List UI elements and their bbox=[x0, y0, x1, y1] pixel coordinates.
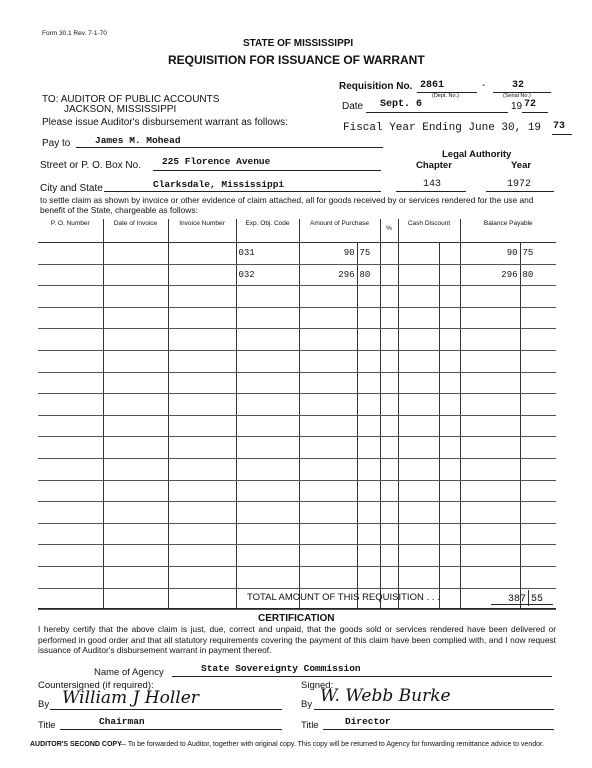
chapter-label: Chapter bbox=[416, 160, 452, 171]
cell-discount-cents bbox=[439, 372, 460, 394]
cell-amount bbox=[299, 502, 357, 524]
cell-amount-cents bbox=[357, 545, 380, 567]
cell-invoice-number bbox=[168, 243, 236, 265]
cell-discount-cents bbox=[439, 588, 460, 610]
dash: - bbox=[482, 80, 486, 91]
table-row bbox=[38, 286, 556, 308]
cell-discount-cents bbox=[439, 307, 460, 329]
cell-balance-cents bbox=[520, 502, 556, 524]
signed-label: Signed: bbox=[301, 680, 334, 691]
right-signature: W. Webb Burke bbox=[320, 686, 451, 706]
cell-amount: 296 bbox=[299, 264, 357, 286]
cell-balance bbox=[460, 523, 520, 545]
cell-invoice-date bbox=[103, 350, 168, 372]
year-value: 1972 bbox=[507, 179, 532, 190]
cell-invoice-date bbox=[103, 329, 168, 351]
cell-invoice-date bbox=[103, 437, 168, 459]
cell-amount bbox=[299, 566, 357, 588]
table-row bbox=[38, 372, 556, 394]
cell-amount bbox=[299, 394, 357, 416]
cell-invoice-date bbox=[103, 458, 168, 480]
instruction: Please issue Auditor's disbursement warrant as follows: bbox=[42, 117, 288, 128]
cell-exp-obj-code bbox=[236, 480, 299, 502]
cell-exp-obj-code bbox=[236, 394, 299, 416]
cell-discount-cents bbox=[439, 264, 460, 286]
street-label: Street or P. O. Box No. bbox=[40, 160, 141, 171]
cell-amount bbox=[299, 307, 357, 329]
cell-percent bbox=[380, 394, 398, 416]
cell-balance-cents bbox=[520, 415, 556, 437]
cell-balance-cents bbox=[520, 437, 556, 459]
cell-invoice-date bbox=[103, 502, 168, 524]
cell-po-number bbox=[38, 243, 103, 265]
cell-invoice-number bbox=[168, 329, 236, 351]
cell-invoice-date bbox=[103, 264, 168, 286]
cell-cash-discount bbox=[398, 523, 439, 545]
cell-balance bbox=[460, 286, 520, 308]
cell-discount-cents bbox=[439, 458, 460, 480]
cell-invoice-number bbox=[168, 437, 236, 459]
cell-discount-cents bbox=[439, 329, 460, 351]
fiscal-year-label: Fiscal Year Ending June 30, 19 bbox=[343, 122, 542, 134]
cell-balance-cents bbox=[520, 480, 556, 502]
header-po-number: P. O. Number bbox=[38, 219, 103, 243]
total-amount: 387 bbox=[508, 594, 527, 605]
cell-po-number bbox=[38, 372, 103, 394]
cell-percent bbox=[380, 480, 398, 502]
cell-discount-cents bbox=[439, 480, 460, 502]
city-value: Clarksdale, Mississippi bbox=[153, 179, 285, 190]
cell-discount-cents bbox=[439, 350, 460, 372]
cell-discount-cents bbox=[439, 243, 460, 265]
total-cents: 55 bbox=[531, 594, 544, 605]
date-label: Date bbox=[342, 101, 364, 112]
cell-invoice-number bbox=[168, 458, 236, 480]
cell-balance-cents bbox=[520, 372, 556, 394]
cell-percent bbox=[380, 329, 398, 351]
header-balance-payable: Balance Payable bbox=[460, 219, 556, 243]
chapter-value: 143 bbox=[423, 179, 442, 190]
cell-amount bbox=[299, 437, 357, 459]
cell-amount: 90 bbox=[299, 243, 357, 265]
cell-percent bbox=[380, 502, 398, 524]
cell-invoice-number bbox=[168, 372, 236, 394]
cell-invoice-number bbox=[168, 588, 236, 610]
cell-amount-cents bbox=[357, 502, 380, 524]
cell-cash-discount bbox=[398, 307, 439, 329]
cell-amount-cents bbox=[357, 458, 380, 480]
right-title-value: Director bbox=[345, 716, 391, 727]
date-year: 72 bbox=[524, 99, 537, 110]
cell-amount bbox=[299, 545, 357, 567]
cell-exp-obj-code bbox=[236, 329, 299, 351]
header-amount-of-purchase: Amount of Purchase bbox=[299, 219, 380, 243]
cell-cash-discount bbox=[398, 415, 439, 437]
cell-cash-discount bbox=[398, 372, 439, 394]
table-row bbox=[38, 264, 556, 286]
cell-discount-cents bbox=[439, 437, 460, 459]
to-line-1: TO: AUDITOR OF PUBLIC ACCOUNTS bbox=[42, 94, 220, 105]
settle-text: to settle claim as shown by invoice or other evidence of claim attached, all for goods received by or services rendered for the use and benefit of the State, chargeable as follows: bbox=[40, 195, 534, 215]
cell-amount bbox=[299, 415, 357, 437]
table-row bbox=[38, 329, 556, 351]
requisition-label: Requisition No. bbox=[339, 81, 413, 92]
state-heading: STATE OF MISSISSIPPI bbox=[243, 38, 354, 49]
cell-invoice-date bbox=[103, 480, 168, 502]
cell-cash-discount bbox=[398, 480, 439, 502]
cell-invoice-date bbox=[103, 566, 168, 588]
cell-po-number bbox=[38, 545, 103, 567]
cell-balance bbox=[460, 307, 520, 329]
cell-cash-discount bbox=[398, 437, 439, 459]
dept-number: 2861 bbox=[420, 80, 445, 91]
cell-amount-cents: 75 bbox=[357, 243, 380, 265]
cell-amount-cents bbox=[357, 437, 380, 459]
cell-discount-cents bbox=[439, 502, 460, 524]
cell-invoice-number bbox=[168, 264, 236, 286]
countersigned-label: Countersigned (if required): bbox=[38, 680, 154, 691]
cell-balance: 296 bbox=[460, 264, 520, 286]
cell-balance bbox=[460, 350, 520, 372]
cell-balance bbox=[460, 480, 520, 502]
cell-balance-cents bbox=[520, 458, 556, 480]
cell-invoice-number bbox=[168, 286, 236, 308]
left-title-label: Title bbox=[38, 720, 56, 731]
cell-exp-obj-code bbox=[236, 523, 299, 545]
cell-exp-obj-code bbox=[236, 545, 299, 567]
cell-po-number bbox=[38, 264, 103, 286]
table-row bbox=[38, 545, 556, 567]
cell-amount bbox=[299, 480, 357, 502]
cell-po-number bbox=[38, 523, 103, 545]
city-label: City and State bbox=[40, 183, 103, 194]
cell-exp-obj-code bbox=[236, 307, 299, 329]
header-percent: % bbox=[380, 219, 398, 243]
table-row bbox=[38, 394, 556, 416]
cell-exp-obj-code bbox=[236, 458, 299, 480]
cell-invoice-number bbox=[168, 480, 236, 502]
cell-cash-discount bbox=[398, 329, 439, 351]
cell-po-number bbox=[38, 286, 103, 308]
cell-percent bbox=[380, 307, 398, 329]
cell-exp-obj-code bbox=[236, 372, 299, 394]
cell-balance-cents bbox=[520, 307, 556, 329]
cell-exp-obj-code bbox=[236, 502, 299, 524]
cell-balance bbox=[460, 394, 520, 416]
cell-amount-cents bbox=[357, 394, 380, 416]
cell-amount-cents bbox=[357, 566, 380, 588]
cell-amount bbox=[299, 523, 357, 545]
table-row bbox=[38, 458, 556, 480]
cell-exp-obj-code: 032 bbox=[236, 264, 299, 286]
to-line-2: JACKSON, MISSISSIPPI bbox=[64, 104, 177, 115]
cell-invoice-date bbox=[103, 286, 168, 308]
cell-amount bbox=[299, 350, 357, 372]
cell-percent bbox=[380, 243, 398, 265]
cell-po-number bbox=[38, 415, 103, 437]
cell-po-number bbox=[38, 566, 103, 588]
cell-po-number bbox=[38, 588, 103, 610]
cell-invoice-date bbox=[103, 243, 168, 265]
cell-cash-discount bbox=[398, 545, 439, 567]
cell-cash-discount bbox=[398, 394, 439, 416]
cell-percent bbox=[380, 372, 398, 394]
header-date-of-invoice: Date of Invoice bbox=[103, 219, 168, 243]
certification-heading: CERTIFICATION bbox=[258, 613, 335, 624]
left-by-label: By bbox=[38, 699, 50, 710]
cell-percent bbox=[380, 545, 398, 567]
cell-percent bbox=[380, 566, 398, 588]
serial-number-caption: (Serial No.) bbox=[503, 93, 531, 99]
cell-percent bbox=[380, 264, 398, 286]
cell-cash-discount bbox=[398, 286, 439, 308]
cell-balance: 90 bbox=[460, 243, 520, 265]
cell-discount-cents bbox=[439, 566, 460, 588]
cell-amount-cents: 80 bbox=[357, 264, 380, 286]
cell-po-number bbox=[38, 307, 103, 329]
cell-amount-cents bbox=[357, 415, 380, 437]
cell-balance bbox=[460, 329, 520, 351]
cell-exp-obj-code bbox=[236, 350, 299, 372]
footer-copy-label: AUDITOR'S SECOND COPY bbox=[30, 741, 122, 748]
cell-balance-cents bbox=[520, 329, 556, 351]
cell-po-number bbox=[38, 437, 103, 459]
cell-exp-obj-code bbox=[236, 286, 299, 308]
cell-balance-cents bbox=[520, 286, 556, 308]
cell-balance-cents bbox=[520, 545, 556, 567]
claims-table bbox=[38, 219, 556, 610]
cell-cash-discount bbox=[398, 243, 439, 265]
cell-po-number bbox=[38, 329, 103, 351]
cell-amount bbox=[299, 286, 357, 308]
date-value: Sept. 6 bbox=[380, 99, 423, 110]
agency-label: Name of Agency bbox=[94, 667, 164, 678]
cell-percent bbox=[380, 350, 398, 372]
cell-percent bbox=[380, 415, 398, 437]
cell-discount-cents bbox=[439, 523, 460, 545]
cell-invoice-date bbox=[103, 545, 168, 567]
footer-text: — To be forwarded to Auditor, together with original copy. This copy will be returned to Agency for forwarding remittance advice to vendor. bbox=[119, 741, 544, 748]
cell-cash-discount bbox=[398, 350, 439, 372]
certification-text: I hereby certify that the above claim is just, due, correct and unpaid, that the goods sold or services rendered have been delivered or performed in good order and that all statutory requirements covering the payment of this claim have been complied with, and I now request issuance of Auditor's disbursement warrant in payment thereof. bbox=[38, 624, 556, 655]
cell-invoice-number bbox=[168, 502, 236, 524]
cell-po-number bbox=[38, 458, 103, 480]
cell-balance bbox=[460, 458, 520, 480]
form-title: REQUISITION FOR ISSUANCE OF WARRANT bbox=[168, 53, 425, 67]
form-number: Form 30.1 Rev. 7-1-70 bbox=[42, 30, 107, 37]
year-label: Year bbox=[511, 160, 532, 171]
cell-invoice-number bbox=[168, 566, 236, 588]
table-row bbox=[38, 307, 556, 329]
cell-cash-discount bbox=[398, 566, 439, 588]
cell-po-number bbox=[38, 502, 103, 524]
cell-invoice-date bbox=[103, 415, 168, 437]
cell-amount-cents bbox=[357, 329, 380, 351]
legal-authority-heading: Legal Authority bbox=[442, 149, 512, 160]
table-row bbox=[38, 480, 556, 502]
cell-amount-cents bbox=[357, 480, 380, 502]
table-row bbox=[38, 502, 556, 524]
table-row bbox=[38, 350, 556, 372]
serial-number: 32 bbox=[512, 80, 525, 91]
cell-balance-cents bbox=[520, 394, 556, 416]
table-row bbox=[38, 243, 556, 265]
pay-to-value: James M. Mohead bbox=[95, 135, 181, 146]
cell-po-number bbox=[38, 480, 103, 502]
cell-percent bbox=[380, 437, 398, 459]
cell-exp-obj-code bbox=[236, 437, 299, 459]
cell-invoice-date bbox=[103, 523, 168, 545]
header-exp-obj-code: Exp. Obj. Code bbox=[236, 219, 299, 243]
dept-number-caption: (Dept. No.) bbox=[432, 93, 459, 99]
cell-percent bbox=[380, 523, 398, 545]
cell-po-number bbox=[38, 350, 103, 372]
table-row bbox=[38, 566, 556, 588]
table-row bbox=[38, 415, 556, 437]
cell-invoice-number bbox=[168, 545, 236, 567]
cell-balance-cents bbox=[520, 566, 556, 588]
cell-discount-cents bbox=[439, 286, 460, 308]
street-value: 225 Florence Avenue bbox=[162, 156, 271, 167]
cell-amount-cents bbox=[357, 372, 380, 394]
cell-balance bbox=[460, 437, 520, 459]
right-title-label: Title bbox=[301, 720, 319, 731]
agency-value: State Sovereignty Commission bbox=[201, 663, 361, 674]
cell-invoice-number bbox=[168, 307, 236, 329]
cell-percent bbox=[380, 458, 398, 480]
cell-balance bbox=[460, 566, 520, 588]
cell-invoice-number bbox=[168, 394, 236, 416]
cell-cash-discount bbox=[398, 458, 439, 480]
cell-percent bbox=[380, 286, 398, 308]
cell-amount-cents bbox=[357, 350, 380, 372]
cell-amount bbox=[299, 372, 357, 394]
right-by-label: By bbox=[301, 699, 313, 710]
cell-invoice-date bbox=[103, 394, 168, 416]
header-cash-discount: Cash Discount bbox=[398, 219, 460, 243]
cell-amount-cents bbox=[357, 307, 380, 329]
cell-balance bbox=[460, 415, 520, 437]
cell-amount bbox=[299, 329, 357, 351]
cell-exp-obj-code bbox=[236, 415, 299, 437]
cell-balance-cents: 80 bbox=[520, 264, 556, 286]
fiscal-year-value: 73 bbox=[553, 121, 566, 132]
cell-balance-cents bbox=[520, 523, 556, 545]
cell-discount-cents bbox=[439, 415, 460, 437]
cell-discount-cents bbox=[439, 545, 460, 567]
cell-balance bbox=[460, 502, 520, 524]
left-signature: William J Holler bbox=[62, 688, 199, 708]
cell-amount bbox=[299, 458, 357, 480]
table-row bbox=[38, 437, 556, 459]
cell-amount-cents bbox=[357, 523, 380, 545]
cell-invoice-number bbox=[168, 523, 236, 545]
total-label: TOTAL AMOUNT OF THIS REQUISITION . . . bbox=[247, 592, 440, 603]
pay-to-label: Pay to bbox=[42, 138, 71, 149]
table-header-row bbox=[38, 219, 556, 243]
cell-amount-cents bbox=[357, 286, 380, 308]
header-invoice-number: Invoice Number bbox=[168, 219, 236, 243]
table-row bbox=[38, 523, 556, 545]
cell-po-number bbox=[38, 394, 103, 416]
cell-balance bbox=[460, 545, 520, 567]
cell-invoice-date bbox=[103, 307, 168, 329]
cell-invoice-date bbox=[103, 372, 168, 394]
cell-exp-obj-code: 031 bbox=[236, 243, 299, 265]
cell-invoice-number bbox=[168, 350, 236, 372]
cell-cash-discount bbox=[398, 502, 439, 524]
cell-exp-obj-code bbox=[236, 566, 299, 588]
date-year-prefix: 19 bbox=[511, 101, 523, 112]
cell-balance-cents bbox=[520, 350, 556, 372]
cell-discount-cents bbox=[439, 394, 460, 416]
cell-balance bbox=[460, 372, 520, 394]
cell-invoice-date bbox=[103, 588, 168, 610]
cell-balance-cents: 75 bbox=[520, 243, 556, 265]
cell-cash-discount bbox=[398, 264, 439, 286]
left-title-value: Chairman bbox=[99, 716, 145, 727]
cell-invoice-number bbox=[168, 415, 236, 437]
